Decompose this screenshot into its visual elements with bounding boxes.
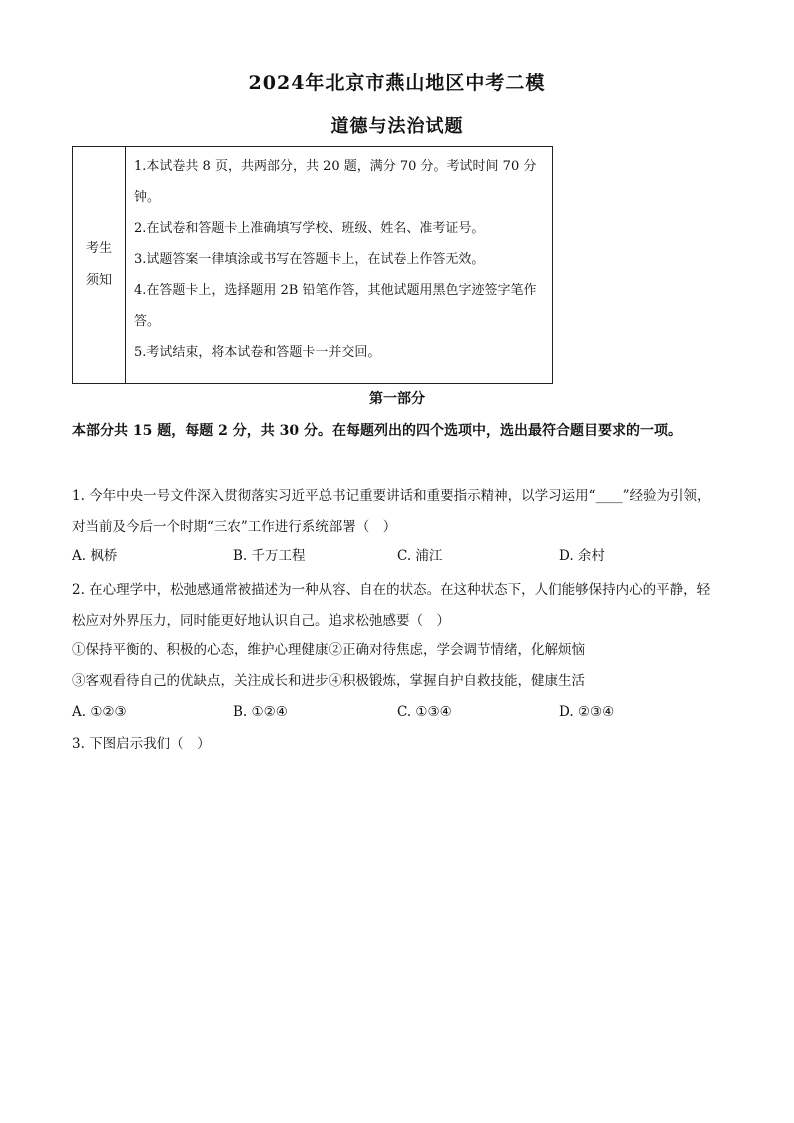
question-2-options <box>72 702 722 722</box>
notice-item: 1.本试卷共 8 页，共两部分，共 20 题，满分 70 分。考试时间 70 分钟。 <box>134 159 537 205</box>
notice-body <box>126 147 552 383</box>
option-b: B. 千万工程 <box>233 548 306 564</box>
option-c: C. 浦江 <box>397 548 443 564</box>
notice-label <box>73 147 126 383</box>
option-d: D. ②③④ <box>559 704 615 720</box>
notice-label-line1: 考生 <box>85 241 112 256</box>
exam-notice-table <box>72 146 553 384</box>
question-2-statement: ③客观看待自己的优缺点，关注成长和进步④积极锻炼，掌握自护自救技能，健康生活 <box>72 673 585 689</box>
option-b: B. ①②④ <box>233 704 288 720</box>
notice-item: 4.在答题卡上，选择题用 2B 铅笔作答，其他试题用黑色字迹签字笔作答。 <box>134 283 537 329</box>
question-2-stem: 2. 在心理学中，松弛感通常被描述为一种从容、自在的状态。在这种状态下，人们能够保持内心的平静，轻松应对外界压力，同时能更好地认识自己。追求松弛感要（ ） <box>72 582 711 629</box>
notice-item: 2.在试卷和答题卡上准确填写学校、班级、姓名、准考证号。 <box>134 221 485 236</box>
notice-item: 5.考试结束，将本试卷和答题卡一并交回。 <box>134 345 381 360</box>
page-title: 2024年北京市燕山地区中考二模 <box>248 72 546 94</box>
part-intro: 本部分共 15 题，每题 2 分，共 30 分。在每题列出的四个选项中，选出最符合题目要求的一项。 <box>72 423 682 439</box>
question-2-statement: ①保持平衡的、积极的心态，维护心理健康②正确对待焦虑，学会调节情绪，化解烦恼 <box>72 642 585 658</box>
question-1-options <box>72 546 722 566</box>
notice-item: 3.试题答案一律填涂或书写在答题卡上，在试卷上作答无效。 <box>134 252 485 267</box>
option-a: A. ①②③ <box>72 704 127 720</box>
question-3-stem: 3. 下图启示我们（ ） <box>72 736 211 752</box>
part-heading: 第一部分 <box>369 391 425 407</box>
option-c: C. ①③④ <box>397 704 452 720</box>
question-1-stem: 1. 今年中央一号文件深入贯彻落实习近平总书记重要讲话和重要指示精神，以学习运用“____”经验为引领，对当前及今后一个时期“三农”工作进行系统部署（ ） <box>72 488 711 535</box>
option-a: A. 枫桥 <box>72 548 118 564</box>
page-subtitle: 道德与法治试题 <box>330 116 464 137</box>
notice-label-line2: 须知 <box>85 273 112 288</box>
option-d: D. 余村 <box>559 548 605 564</box>
